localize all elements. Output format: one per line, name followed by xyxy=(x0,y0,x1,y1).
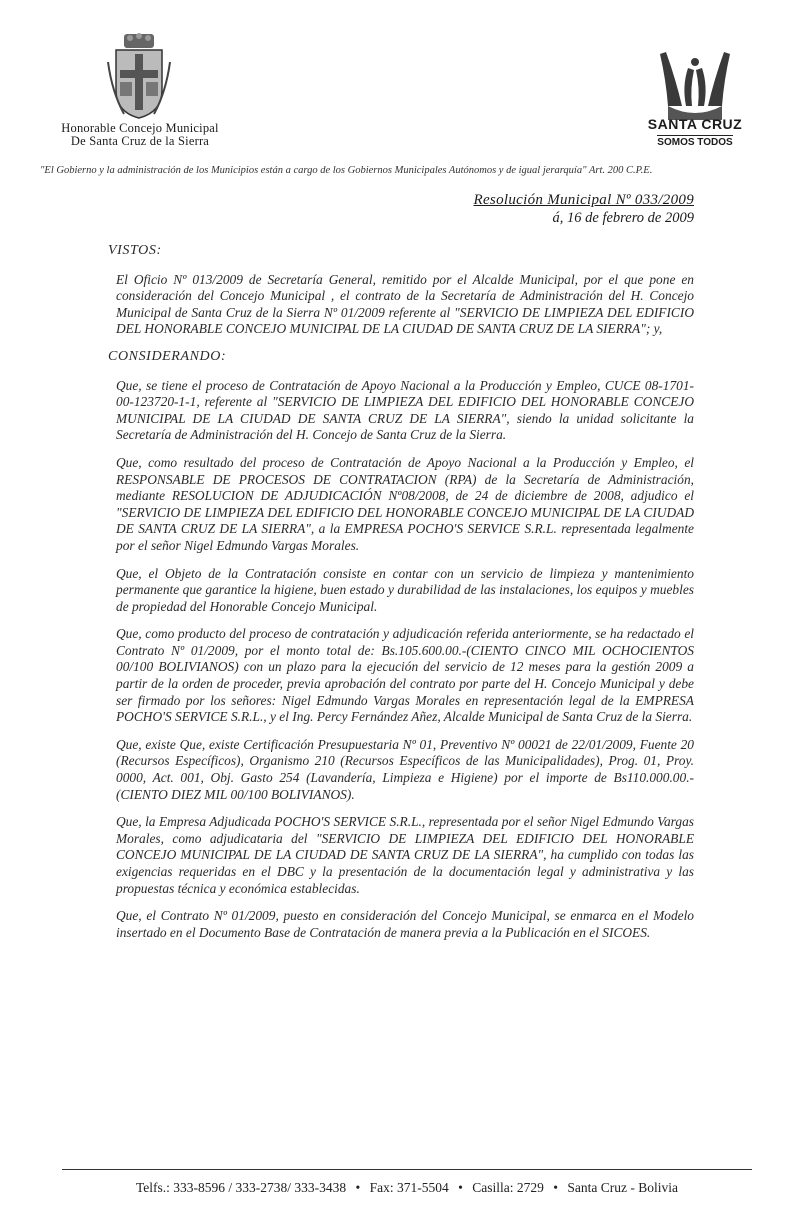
santa-cruz-logo-icon xyxy=(640,48,750,126)
letterhead xyxy=(0,0,800,176)
document-body xyxy=(108,243,694,947)
considerando-paragraph-2: Que, como resultado del proceso de Contratación de Apoyo Nacional a la Producción y Empleo, el RESPONSABLE DE PROCESOS DE CONTRATACION (RPA) de la Secretaría de Administración, mediante RESOLUCION DE ADJUDICACIÓN Nº08/2008, de 24 de diciembre de 2008, adjudico el "SERVICIO DE LIMPIEZA DEL EDIFICIO DEL HONORABLE CONCEJO MUNICIPAL DE LA CIUDAD DE SANTA CRUZ DE LA SIERRA", a la EMPRESA POCHO'S SERVICE S.R.L. representada legalmente por el señor Nigel Edmundo Vargas Morales. xyxy=(116,454,694,553)
brand-name: SANTA CRUZ xyxy=(647,116,743,132)
council-name xyxy=(40,122,240,148)
resolution-date: á, 16 de febrero de 2009 xyxy=(552,210,694,226)
considerando-paragraph-1: Que, se tiene el proceso de Contratación de Apoyo Nacional a la Producción y Empleo, CUCE 08-1701-00-123720-1-1, referente al "SERVICIO DE LIMPIEZA DEL EDIFICIO DEL HONORABLE CONCEJO MUNICIPAL DE LA CIUDAD DE SANTA CRUZ DE LA SIERRA", siendo la unidad solicitante la Secretaría de Administración del H. Concejo de Santa Cruz de la Sierra. xyxy=(116,377,694,443)
constitutional-motto: "El Gobierno y la administración de los Municipios están a cargo de los Gobiernos Municipales Autónomos y de igual jerarquía" Art. 200 C.P.E. xyxy=(40,165,653,176)
vistos-paragraph: El Oficio Nº 013/2009 de Secretaría General, remitido por el Alcalde Municipal, por el que pone en consideración del Concejo Municipal , el contrato de la Secretaría de Administración del H. Concejo Municipal de Santa Cruz de la Sierra Nº 01/2009 referente al "SERVICIO DE LIMPIEZA DEL EDIFICIO DEL HONORABLE CONCEJO MUNICIPAL DE LA CIUDAD DE SANTA CRUZ DE LA SIERRA"; y, xyxy=(116,271,694,337)
considerando-paragraph-5: Que, existe Que, existe Certificación Presupuestaria Nº 01, Preventivo Nº 00021 de 22/01/2009, Fuente 20 (Recursos Específicos), Organismo 210 (Recursos Específicos de las Municipalidades), Prog. 01, Proy. 0000, Act. 001, Obj. Gasto 254 (Lavandería, Limpieza e Higiene) por el importe de Bs110.000.00.-(CIENTO DIEZ MIL 00/100 BOLIVIANOS). xyxy=(116,736,694,802)
council-name-line1: Honorable Concejo Municipal xyxy=(61,121,219,135)
footer-divider xyxy=(62,1169,752,1170)
council-name-line2: De Santa Cruz de la Sierra xyxy=(70,134,210,148)
considerando-paragraph-6: Que, la Empresa Adjudicada POCHO'S SERVICE S.R.L., representada por el señor Nigel Edmundo Vargas Morales, como adjudicataria del "SERVICIO DE LIMPIEZA DEL EDIFICIO DEL HONORABLE CONCEJO MUNICIPAL DE LA CIUDAD DE SANTA CRUZ DE LA SIERRA", ha cumplido con todas las exigencias requeridas en el DBC y la presentación de la documentación legal y administrativa y las propuestas técnica y económica establecidas. xyxy=(116,814,694,896)
footer-separator: • xyxy=(458,1180,463,1195)
footer-casilla: Casilla: 2729 xyxy=(472,1180,544,1195)
resolution-header xyxy=(474,192,694,227)
footer-city: Santa Cruz - Bolivia xyxy=(567,1180,678,1195)
brand-slogan: SOMOS TODOS xyxy=(657,137,733,148)
footer-separator: • xyxy=(553,1180,558,1195)
footer-contact xyxy=(62,1180,752,1196)
footer-fax: Fax: 371-5504 xyxy=(369,1180,449,1195)
santa-cruz-brand xyxy=(640,116,750,150)
footer-phones: Telfs.: 333-8596 / 333-2738/ 333-3438 xyxy=(136,1180,347,1195)
coat-of-arms-icon xyxy=(106,32,172,122)
vistos-heading: VISTOS: xyxy=(108,243,162,258)
resolution-title: Resolución Municipal Nº 033/2009 xyxy=(473,192,694,208)
considerando-paragraph-7: Que, el Contrato Nº 01/2009, puesto en consideración del Concejo Municipal, se enmarca en el Modelo insertado en el Documento Base de Contratación de manera previa a la Publicación en el SICOES. xyxy=(116,908,694,940)
considerando-paragraph-3: Que, el Objeto de la Contratación consiste en contar con un servicio de limpieza y mantenimiento permanente que garantice la higiene, buen estado y durabilidad de las instalaciones, los equipos y muebles de propiedad del Honorable Concejo Municipal. xyxy=(116,565,694,614)
considerando-heading: CONSIDERANDO: xyxy=(108,348,227,364)
considerando-paragraph-4: Que, como producto del proceso de contratación y adjudicación referida anteriormente, se ha redactado el Contrato Nº 01/2009, por el monto total de: Bs.105.600.00.-(CIENTO CINCO MIL OCHOCIENTOS 00/100 BOLIVIANOS) con un plazo para la ejecución del servicio de 12 meses para la gestión 2009 a partir de la orden de proceder, previa aprobación del contrato por parte del H. Concejo Municipal y debe ser firmado por los señores: Nigel Edmundo Vargas Morales en representación legal de la EMPRESA POCHO'S SERVICE S.R.L., y el Ing. Percy Fernández Añez, Alcalde Municipal de Santa Cruz de la Sierra. xyxy=(116,626,694,725)
footer-separator: • xyxy=(355,1180,361,1195)
